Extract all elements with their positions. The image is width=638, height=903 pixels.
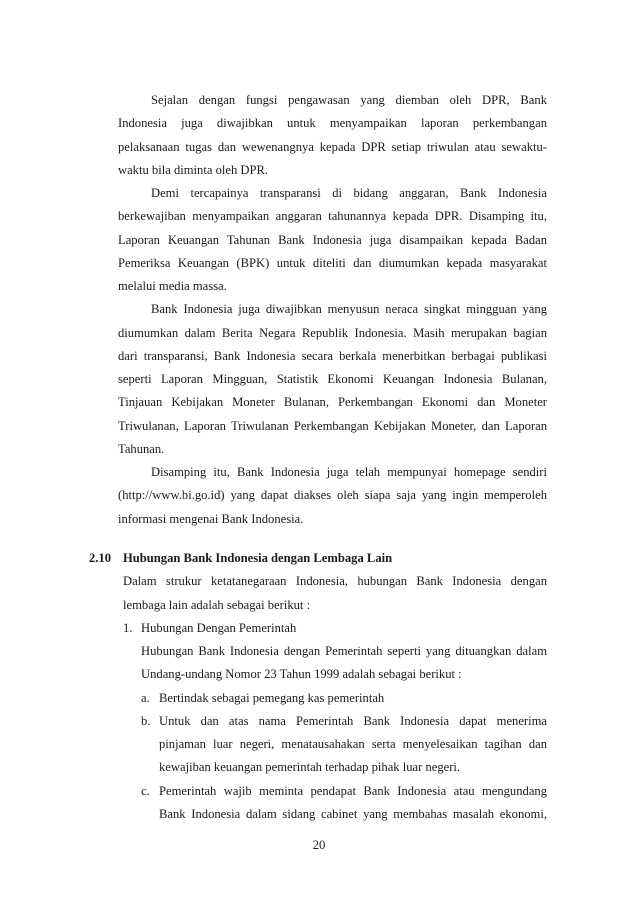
sublist-item-line: pinjaman luar negeri, menatausahakan serta menyelesaikan tagihan dan <box>159 737 547 751</box>
paragraph-line: Sejalan dengan fungsi pengawasan yang diemban oleh DPR, Bank <box>151 93 547 107</box>
section-number: 2.10 <box>89 551 112 565</box>
paragraph-line: seperti Laporan Mingguan, Statistik Ekonomi Keuangan Indonesia Bulanan, <box>118 372 547 386</box>
paragraph-line: Tinjauan Kebijakan Moneter Bulanan, Perkembangan Ekonomi dan Moneter <box>118 395 547 409</box>
list-item-title: Hubungan Dengan Pemerintah <box>141 621 297 635</box>
section-title: Hubungan Bank Indonesia dengan Lembaga Lain <box>123 551 393 565</box>
list-item-intro-line: Hubungan Bank Indonesia dengan Pemerintah seperti yang dituangkan dalam <box>141 644 547 658</box>
sublist-item-line: Pemerintah wajib meminta pendapat Bank Indonesia atau mengundang <box>159 784 547 798</box>
section-intro-line: lembaga lain adalah sebagai berikut : <box>123 598 311 612</box>
sublist-item-line: Bank Indonesia dalam sidang cabinet yang membahas masalah ekonomi, <box>159 807 547 821</box>
paragraph-line: informasi mengenai Bank Indonesia. <box>118 512 304 526</box>
list-marker: 1. <box>123 621 133 635</box>
paragraph-line: (http://www.bi.go.id) yang dapat diakses oleh siapa saja yang ingin memperoleh <box>118 488 547 502</box>
sublist-item-line: Untuk dan atas nama Pemerintah Bank Indonesia dapat menerima <box>159 714 547 728</box>
paragraph-line: Disamping itu, Bank Indonesia juga telah mempunyai homepage sendiri <box>151 465 547 479</box>
sublist-marker: c. <box>141 784 150 798</box>
sublist-marker: a. <box>141 691 150 705</box>
paragraph-line: waktu bila diminta oleh DPR. <box>118 163 269 177</box>
paragraph-line: pelaksanaan tugas dan wewenangnya kepada DPR setiap triwulan atau sewaktu- <box>118 140 547 154</box>
paragraph-line: Bank Indonesia juga diwajibkan menyusun neraca singkat mingguan yang <box>151 302 547 316</box>
paragraph-line: Indonesia juga diwajibkan untuk menyampaikan laporan perkembangan <box>118 116 547 130</box>
paragraph-line: diumumkan dalam Berita Negara Republik Indonesia. Masih merupakan bagian <box>118 326 547 340</box>
page-number: 20 <box>312 838 326 852</box>
sublist-item-line: Bertindak sebagai pemegang kas pemerintah <box>159 691 385 705</box>
paragraph-line: Demi tercapainya transparansi di bidang anggaran, Bank Indonesia <box>151 186 547 200</box>
paragraph-line: Laporan Keuangan Tahunan Bank Indonesia juga disampaikan kepada Badan <box>118 233 547 247</box>
paragraph-line: melalui media massa. <box>118 279 227 293</box>
paragraph-line: berkewajiban menyampaikan anggaran tahunannya kepada DPR. Disamping itu, <box>118 209 547 223</box>
section-intro-line: Dalam strukur ketatanegaraan Indonesia, hubungan Bank Indonesia dengan <box>123 574 547 588</box>
paragraph-line: Triwulanan, Laporan Triwulanan Perkembangan Kebijakan Moneter, dan Laporan <box>118 419 547 433</box>
paragraph-line: Pemeriksa Keuangan (BPK) untuk diteliti dan diumumkan kepada masyarakat <box>118 256 547 270</box>
paragraph-line: Tahunan. <box>118 442 165 456</box>
paragraph-line: dari transparansi, Bank Indonesia secara berkala menerbitkan berbagai publikasi <box>118 349 547 363</box>
sublist-marker: b. <box>141 714 151 728</box>
sublist-item-line: kewajiban keuangan pemerintah terhadap pihak luar negeri. <box>159 760 461 774</box>
list-item-intro-line: Undang-undang Nomor 23 Tahun 1999 adalah sebagai berikut : <box>141 667 462 681</box>
